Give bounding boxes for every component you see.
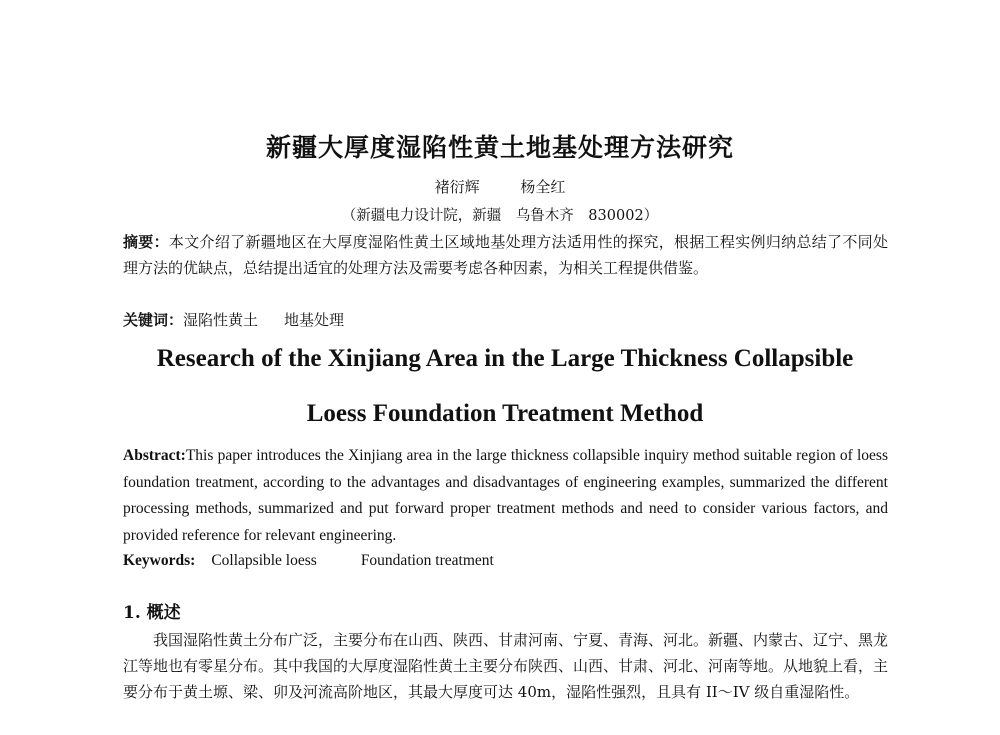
author-2: 杨全红: [520, 178, 566, 196]
authors: [0, 176, 1000, 197]
keyword-en-2: Foundation treatment: [360, 552, 494, 569]
paper-title-en-line2: Loess Foundation Treatment Method: [306, 400, 704, 427]
abstract-cn-text: 本文介绍了新疆地区在大厚度湿陷性黄土区域地基处理方法适用性的探究，根据工程实例归纳总结了不同处理方法的优缺点，总结提出适宜的处理方法及需要考虑各种因素，为相关工程提供借鉴。: [123, 233, 888, 277]
section-body-text: 我国湿陷性黄土分布广泛，主要分布在山西、陕西、甘肃河南、宁夏、青海、河北。新疆、内蒙古、辽宁、黑龙江等地也有零星分布。其中我国的大厚度湿陷性黄土主要分布陕西、山西、甘肃、河北、河南等地。从地貌上看，主要分布于黄土塬、梁、卯及河流高阶地区，其最大厚度可达 40m，湿陷性强烈，且具有 II～IV 级自重湿陷性。: [123, 631, 889, 701]
abstract-cn-label: 摘要：: [123, 233, 169, 251]
affiliation: （新疆电力设计院，新疆 乌鲁木齐 830002）: [341, 208, 659, 224]
abstract-en-label: Abstract:: [123, 447, 186, 464]
keywords-en: [123, 549, 888, 573]
keyword-en-1: Collapsible loess: [211, 552, 317, 569]
keyword-cn-2: 地基处理: [284, 311, 345, 329]
keyword-cn-1: 湿陷性黄土: [183, 311, 259, 329]
abstract-en: [123, 443, 888, 549]
paper-title-cn: 新疆大厚度湿陷性黄土地基处理方法研究: [265, 133, 734, 162]
author-1: 褚衍辉: [434, 178, 480, 196]
section-heading: 1. 概述: [123, 603, 181, 623]
keywords-en-label: Keywords:: [123, 552, 196, 569]
keywords-cn: [123, 308, 888, 332]
abstract-cn: [123, 229, 888, 281]
abstract-en-text: This paper introduces the Xinjiang area in the large thickness collapsible inquiry method suitable region of loess foundation treatment, according to the advantages and disadvantages of engineering examples, summarized the different processing methods, summarized and put forward proper treatment methods and need to consider various factors, and provided reference for relevant engineering.: [123, 447, 888, 544]
paper-title-en-line1: Research of the Xinjiang Area in the Large Thickness Collapsible: [156, 345, 854, 372]
keywords-cn-label: 关键词：: [123, 311, 184, 329]
